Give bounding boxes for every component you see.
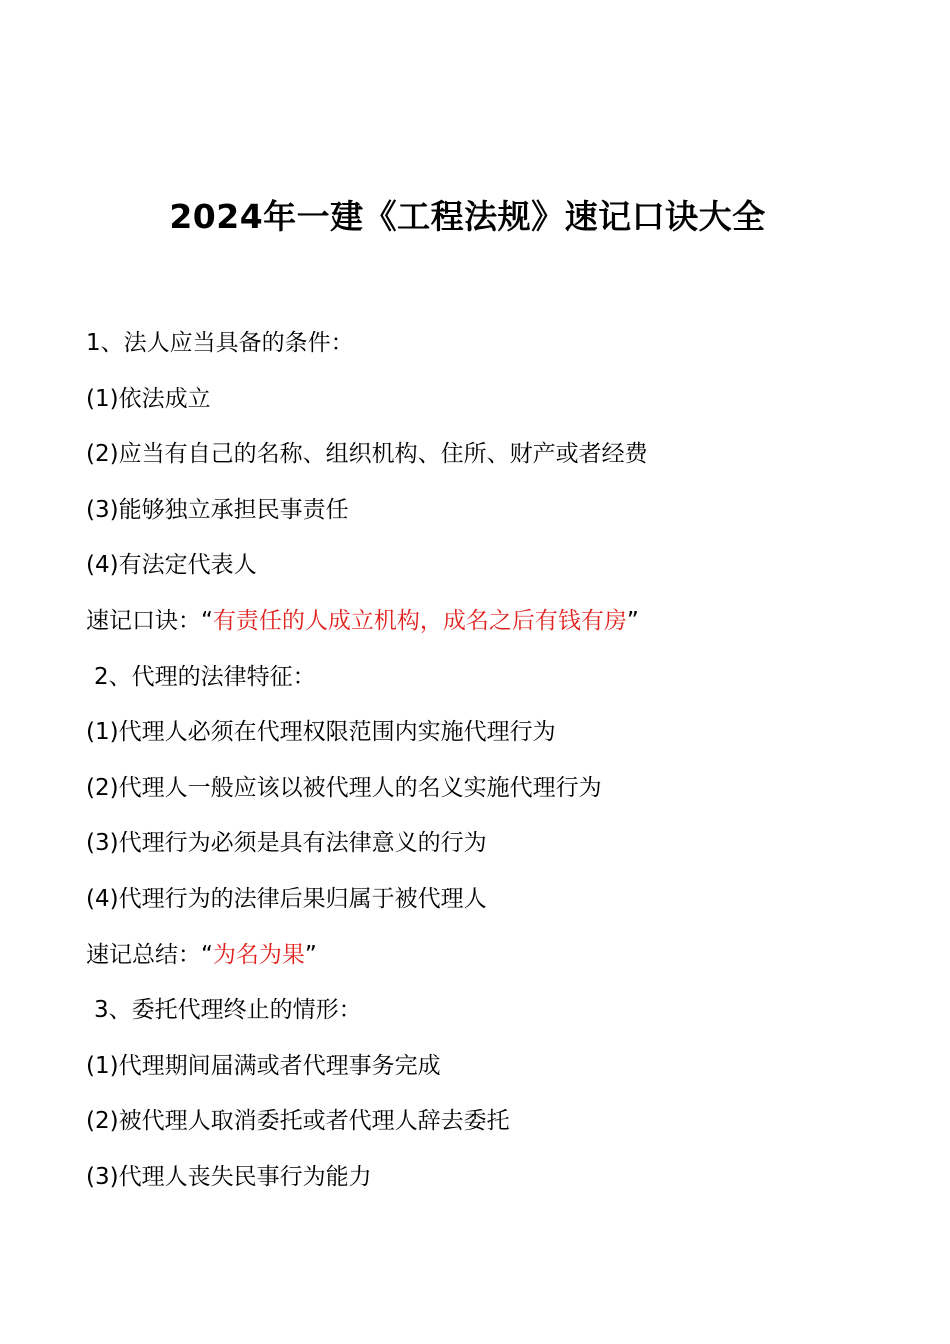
- mnemonic-text: 为名为果: [212, 941, 305, 968]
- mnemonic-line: [86, 594, 906, 650]
- list-item: (3)能够独立承担民事责任: [86, 496, 349, 523]
- mnemonic-label: 速记总结：: [86, 941, 201, 968]
- mnemonic-quote-close: ”: [304, 941, 317, 968]
- list-item: (3)代理人丧失民事行为能力: [86, 1163, 372, 1190]
- list-item: (2)应当有自己的名称、组织机构、住所、财产或者经费: [86, 441, 648, 468]
- list-item: (2)代理人一般应该以被代理人的名义实施代理行为: [86, 774, 602, 801]
- mnemonic-label: 速记口诀：: [86, 607, 201, 634]
- list-item: (1)代理人必须在代理权限范围内实施代理行为: [86, 719, 556, 746]
- list-item: (4)有法定代表人: [86, 552, 257, 579]
- section-heading: 1、法人应当具备的条件：: [86, 330, 354, 356]
- document-body: [86, 316, 906, 1206]
- list-item: (2)被代理人取消委托或者代理人辞去委托: [86, 1108, 510, 1135]
- section-heading: 3、委托代理终止的情形：: [94, 997, 362, 1024]
- list-item: (1)代理期间届满或者代理事务完成: [86, 1052, 441, 1079]
- section-heading: 2、代理的法律特征：: [94, 663, 316, 690]
- list-item: (1)依法成立: [86, 385, 211, 412]
- mnemonic-text: 有责任的人成立机构，成名之后有钱有房: [212, 607, 627, 634]
- list-item: (4)代理行为的法律后果归属于被代理人: [86, 885, 487, 912]
- mnemonic-line: [86, 928, 906, 984]
- list-item: (3)代理行为必须是具有法律意义的行为: [86, 830, 487, 857]
- mnemonic-quote-open: “: [201, 607, 213, 634]
- mnemonic-quote-close: ”: [626, 607, 639, 634]
- document-title: 2024年一建《工程法规》速记口诀大全: [169, 197, 766, 236]
- mnemonic-quote-open: “: [201, 941, 213, 968]
